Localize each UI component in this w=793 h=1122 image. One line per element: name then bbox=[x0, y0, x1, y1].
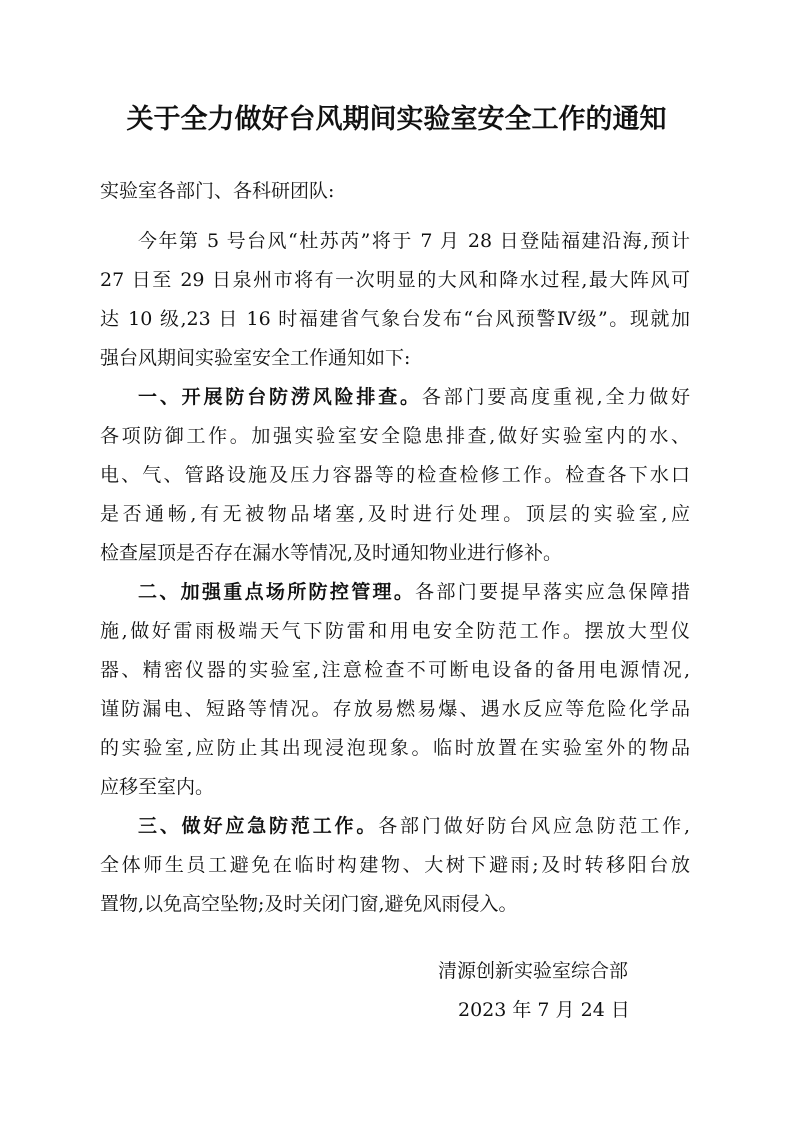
intro-line: 达 10 级,23 日 16 时福建省气象台发布“台风预警Ⅳ级”。现就加 bbox=[100, 308, 690, 330]
section-2-first-line bbox=[138, 577, 690, 607]
section-2-line: 谨防漏电、短路等情况。存放易燃易爆、遇水反应等危险化学品 bbox=[100, 698, 690, 720]
section-3-heading: 三、做好应急防范工作。 bbox=[138, 815, 379, 837]
section-3-first-line-rest: 各部门做好防台风应急防范工作, bbox=[378, 815, 690, 837]
intro-line: 强台风期间实验室安全工作通知如下: bbox=[100, 347, 411, 369]
section-1-line: 各项防御工作。加强实验室安全隐患排查,做好实验室内的水、 bbox=[100, 425, 690, 447]
signature-organization: 清源创新实验室综合部 bbox=[438, 960, 629, 982]
section-2-line: 应移至室内。 bbox=[100, 776, 215, 798]
intro-line: 27 日至 29 日泉州市将有一次明显的大风和降水过程,最大阵风可 bbox=[100, 269, 690, 291]
salutation: 实验室各部门、各科研团队: bbox=[100, 180, 335, 202]
section-1-line: 是否通畅,有无被物品堵塞,及时进行处理。顶层的实验室,应 bbox=[100, 503, 690, 525]
section-2-line: 施,做好雷雨极端天气下防雷和用电安全防范工作。摆放大型仪 bbox=[100, 620, 690, 642]
section-3-first-line bbox=[138, 811, 690, 841]
section-1-first-line-rest: 各部门要高度重视,全力做好 bbox=[421, 386, 690, 408]
section-3-line: 全体师生员工避免在临时构建物、大树下避雨;及时转移阳台放 bbox=[100, 854, 690, 876]
section-3-line: 置物,以免高空坠物;及时关闭门窗,避免风雨侵入。 bbox=[100, 893, 518, 915]
document-title: 关于全力做好台风期间实验室安全工作的通知 bbox=[126, 104, 667, 135]
signature-date: 2023 年 7 月 24 日 bbox=[458, 999, 630, 1021]
section-1-heading: 一、开展防台防涝风险排查。 bbox=[138, 386, 422, 408]
section-2-line: 的实验室,应防止其出现浸泡现象。临时放置在实验室外的物品 bbox=[100, 737, 690, 759]
section-1-line: 电、气、管路设施及压力容器等的检查检修工作。检查各下水口 bbox=[100, 464, 690, 486]
intro-line: 今年第 5 号台风“杜苏芮”将于 7 月 28 日登陆福建沿海,预计 bbox=[138, 230, 690, 252]
section-2-heading: 二、加强重点场所防控管理。 bbox=[138, 581, 416, 603]
section-1-first-line bbox=[138, 382, 690, 412]
section-2-first-line-rest: 各部门要提早落实应急保障措 bbox=[415, 581, 690, 603]
section-2-line: 器、精密仪器的实验室,注意检查不可断电设备的备用电源情况, bbox=[100, 659, 690, 681]
section-1-line: 检查屋顶是否存在漏水等情况,及时通知物业进行修补。 bbox=[100, 542, 563, 564]
